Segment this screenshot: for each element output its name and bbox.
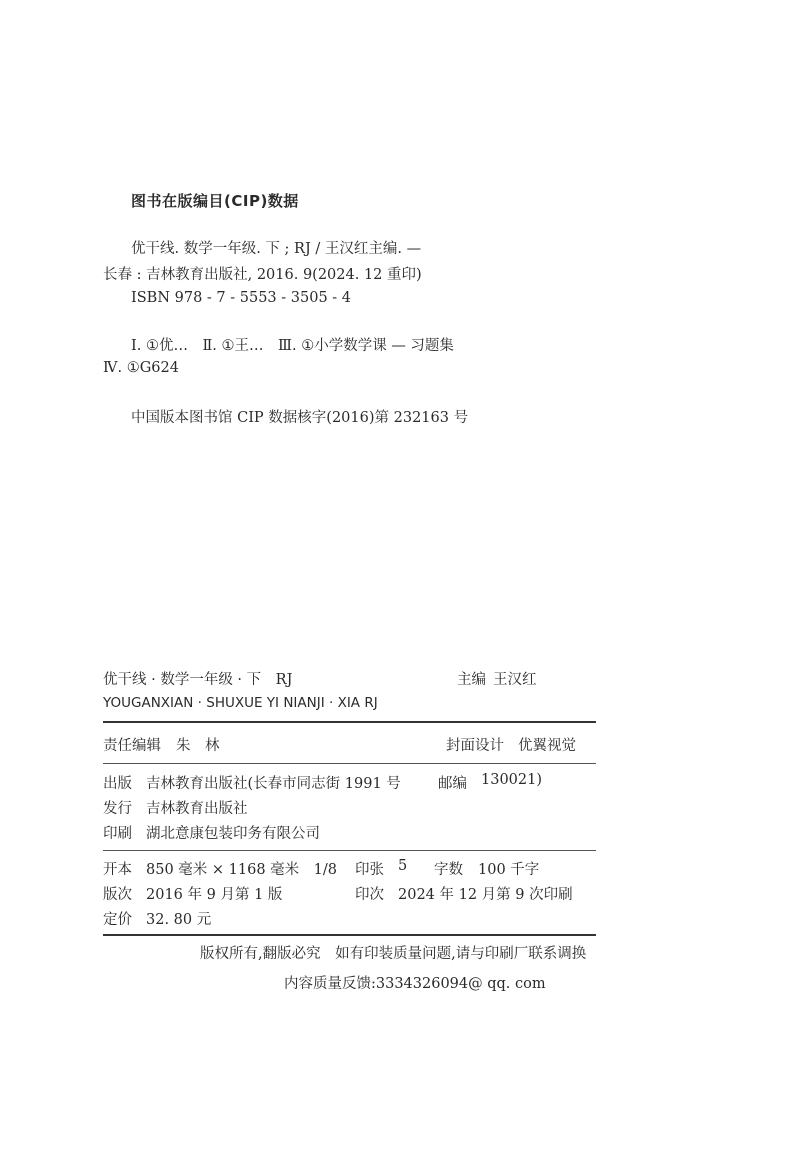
distributor: 吉林教育出版社: [146, 801, 248, 817]
printer-label: 印刷: [103, 826, 132, 842]
impression: 2024 年 12 月第 9 次印刷: [398, 887, 573, 903]
price-label: 定价: [103, 912, 132, 928]
feedback-contact: 内容质量反馈:3334326094@ qq. com: [284, 976, 546, 992]
responsible-editor-label: 责任编辑: [103, 738, 161, 754]
divider: [103, 721, 596, 723]
words: 100 千字: [478, 862, 540, 878]
edition-label: 版次: [103, 887, 132, 903]
printer: 湖北意康包装印务有限公司: [146, 826, 320, 842]
format-label: 开本: [103, 862, 132, 878]
cover-design: 优翼视觉: [518, 738, 576, 754]
postcode-label: 邮编: [438, 776, 467, 792]
divider: [103, 763, 596, 764]
chief-editor: 王汉红: [493, 672, 537, 688]
publisher: 吉林教育出版社(长春市同志街 1991 号: [146, 776, 401, 792]
sheets-label: 印张: [355, 862, 384, 878]
price: 32. 80 元: [146, 912, 212, 928]
responsible-editor: 朱 林: [176, 738, 220, 754]
cover-design-label: 封面设计: [446, 738, 504, 754]
publisher-label: 出版: [103, 776, 132, 792]
copyright-notice: 版权所有,翻版必究 如有印装质量问题,请与印刷厂联系调换: [200, 946, 587, 962]
book-title-pinyin: YOUGANXIAN · SHUXUE YI NIANJI · XIA RJ: [103, 695, 378, 711]
cip-line-2: 长春 : 吉林教育出版社, 2016. 9(2024. 12 重印): [103, 267, 422, 283]
cip-isbn: ISBN 978 - 7 - 5553 - 3505 - 4: [131, 290, 352, 306]
distributor-label: 发行: [103, 801, 132, 817]
cip-line-1: 优干线. 数学一年级. 下 ; RJ / 王汉红主编. —: [131, 241, 422, 257]
book-title-cn: 优干线 · 数学一年级 · 下 RJ: [103, 672, 293, 688]
cip-subjects-2: Ⅳ. ①G624: [103, 360, 179, 376]
format: 850 毫米 × 1168 毫米 1/8: [146, 862, 337, 878]
postcode: 130021): [481, 772, 543, 788]
words-label: 字数: [434, 862, 463, 878]
divider: [103, 934, 596, 936]
impression-label: 印次: [355, 887, 384, 903]
sheets: 5: [398, 858, 408, 874]
chief-editor-label: 主编: [457, 672, 486, 688]
divider: [103, 850, 596, 851]
cip-subjects-1: Ⅰ. ①优… Ⅱ. ①王… Ⅲ. ①小学数学课 — 习题集: [131, 338, 454, 354]
edition: 2016 年 9 月第 1 版: [146, 887, 283, 903]
cip-heading: 图书在版编目(CIP)数据: [131, 192, 299, 210]
cip-number: 中国版本图书馆 CIP 数据核字(2016)第 232163 号: [131, 410, 469, 426]
